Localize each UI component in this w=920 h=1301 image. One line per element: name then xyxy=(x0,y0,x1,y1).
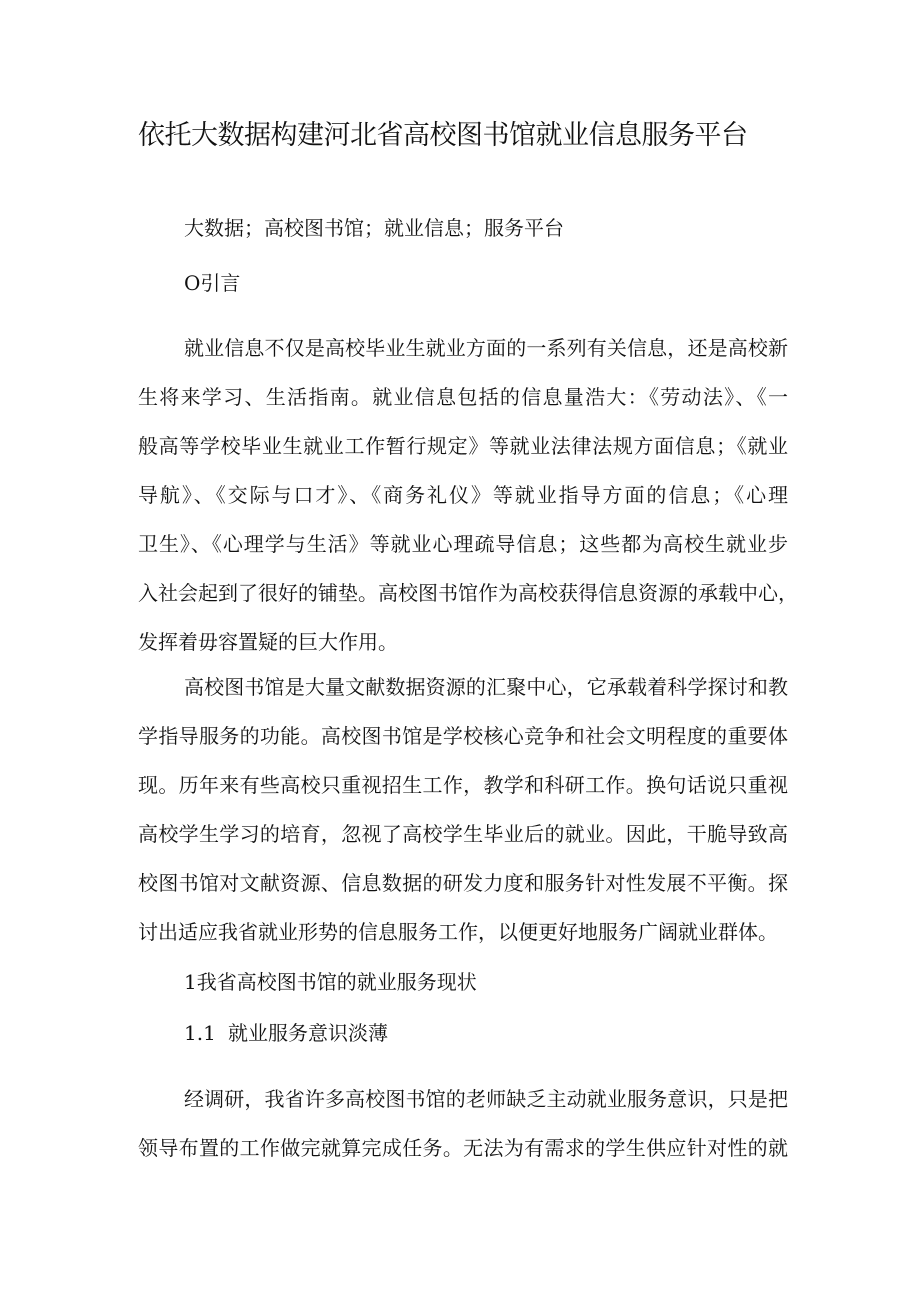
paragraph-line: 现。历年来有些高校只重视招生工作，教学和科研工作。换句话说只重视 xyxy=(138,773,788,797)
section-heading-1: 1我省高校图书馆的就业服务现状 xyxy=(184,970,477,994)
paragraph-line: 卫生》、《心理学与生活》等就业心理疏导信息；这些都为高校生就业步 xyxy=(138,532,788,556)
intro-heading: O引言 xyxy=(184,271,241,295)
paragraph-line: 高校图书馆是大量文献数据资源的汇聚中心，它承载着科学探讨和教 xyxy=(184,675,788,699)
paragraph-line: 导航》、《交际与口才》、《商务礼仪》等就业指导方面的信息；《心理 xyxy=(138,483,788,507)
paragraph-line: 发挥着毋容置疑的巨大作用。 xyxy=(138,630,398,654)
paragraph-line: 生将来学习、生活指南。就业信息包括的信息量浩大：《劳动法》、《一 xyxy=(138,385,788,409)
section-title: 就业服务意识淡薄 xyxy=(228,1021,388,1045)
paragraph-line: 般高等学校毕业生就业工作暂行规定》等就业法律法规方面信息；《就业 xyxy=(138,434,788,458)
paragraph-line: 入社会起到了很好的铺垫。高校图书馆作为高校获得信息资源的承载中心， xyxy=(138,581,798,605)
document-title: 依托大数据构建河北省高校图书馆就业信息服务平台 xyxy=(138,120,748,151)
section-heading-1-1 xyxy=(184,1018,388,1048)
paragraph-3 xyxy=(138,1084,788,1182)
paragraph-1 xyxy=(138,333,798,676)
paragraph-line: 就业信息不仅是高校毕业生就业方面的一系列有关信息，还是高校新 xyxy=(184,336,788,360)
paragraph-line: 领导布置的工作做完就算完成任务。无法为有需求的学生供应针对性的就 xyxy=(138,1136,788,1160)
section-number: 1.1 xyxy=(184,1021,216,1045)
paragraph-line: 经调研，我省许多高校图书馆的老师缺乏主动就业服务意识，只是把 xyxy=(184,1087,788,1111)
paragraph-line: 校图书馆对文献资源、信息数据的研发力度和服务针对性发展不平衡。探 xyxy=(138,871,788,895)
keywords-line: 大数据；高校图书馆；就业信息；服务平台 xyxy=(184,216,564,240)
paragraph-line: 讨出适应我省就业形势的信息服务工作，以便更好地服务广阔就业群体。 xyxy=(138,920,778,944)
paragraph-2 xyxy=(138,672,788,966)
paragraph-line: 学指导服务的功能。高校图书馆是学校核心竞争和社会文明程度的重要体 xyxy=(138,724,788,748)
paragraph-line: 高校学生学习的培育，忽视了高校学生毕业后的就业。因此，干脆导致高 xyxy=(138,822,788,846)
